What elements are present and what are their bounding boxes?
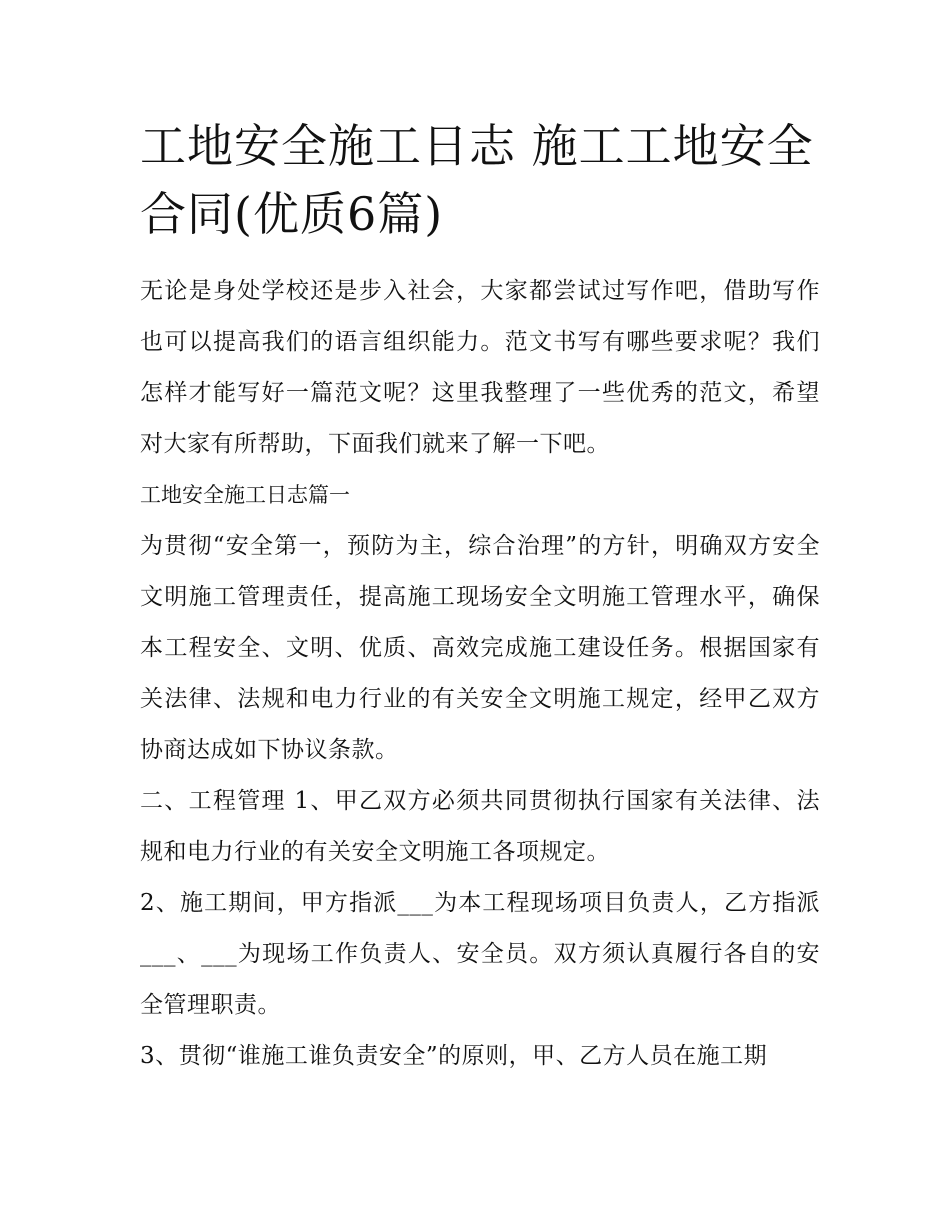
document-body: [140, 112, 820, 1082]
section-heading: 工地安全施工日志篇一: [140, 483, 350, 507]
body-paragraph-2: 二、工程管理 1、甲乙双方必须共同贯彻执行国家有关法律、法规和电力行业的有关安全文明施工各项规定。: [140, 788, 820, 865]
intro-paragraph: 无论是身处学校还是步入社会，大家都尝试过写作吧，借助写作也可以提高我们的语言组织能力。范文书写有哪些要求呢？我们怎样才能写好一篇范文呢？这里我整理了一些优秀的范文，希望对大家有所帮助，下面我们就来了解一下吧。: [140, 278, 820, 457]
body-paragraph-3: 2、施工期间，甲方指派___为本工程现场项目负责人，乙方指派___、___为现场工作负责人、安全员。双方须认真履行各自的安全管理职责。: [140, 890, 820, 1018]
body-paragraph-1: 为贯彻“安全第一，预防为主，综合治理”的方针，明确双方安全文明施工管理责任，提高施工现场安全文明施工管理水平，确保本工程安全、文明、优质、高效完成施工建设任务。根据国家有关法律、法规和电力行业的有关安全文明施工规定，经甲乙双方协商达成如下协议条款。: [140, 533, 820, 763]
document-title: 工地安全施工日志 施工工地安全合同(优质6篇): [140, 119, 814, 241]
body-paragraph-4: 3、贯彻“谁施工谁负责安全”的原则，甲、乙方人员在施工期: [140, 1043, 768, 1069]
